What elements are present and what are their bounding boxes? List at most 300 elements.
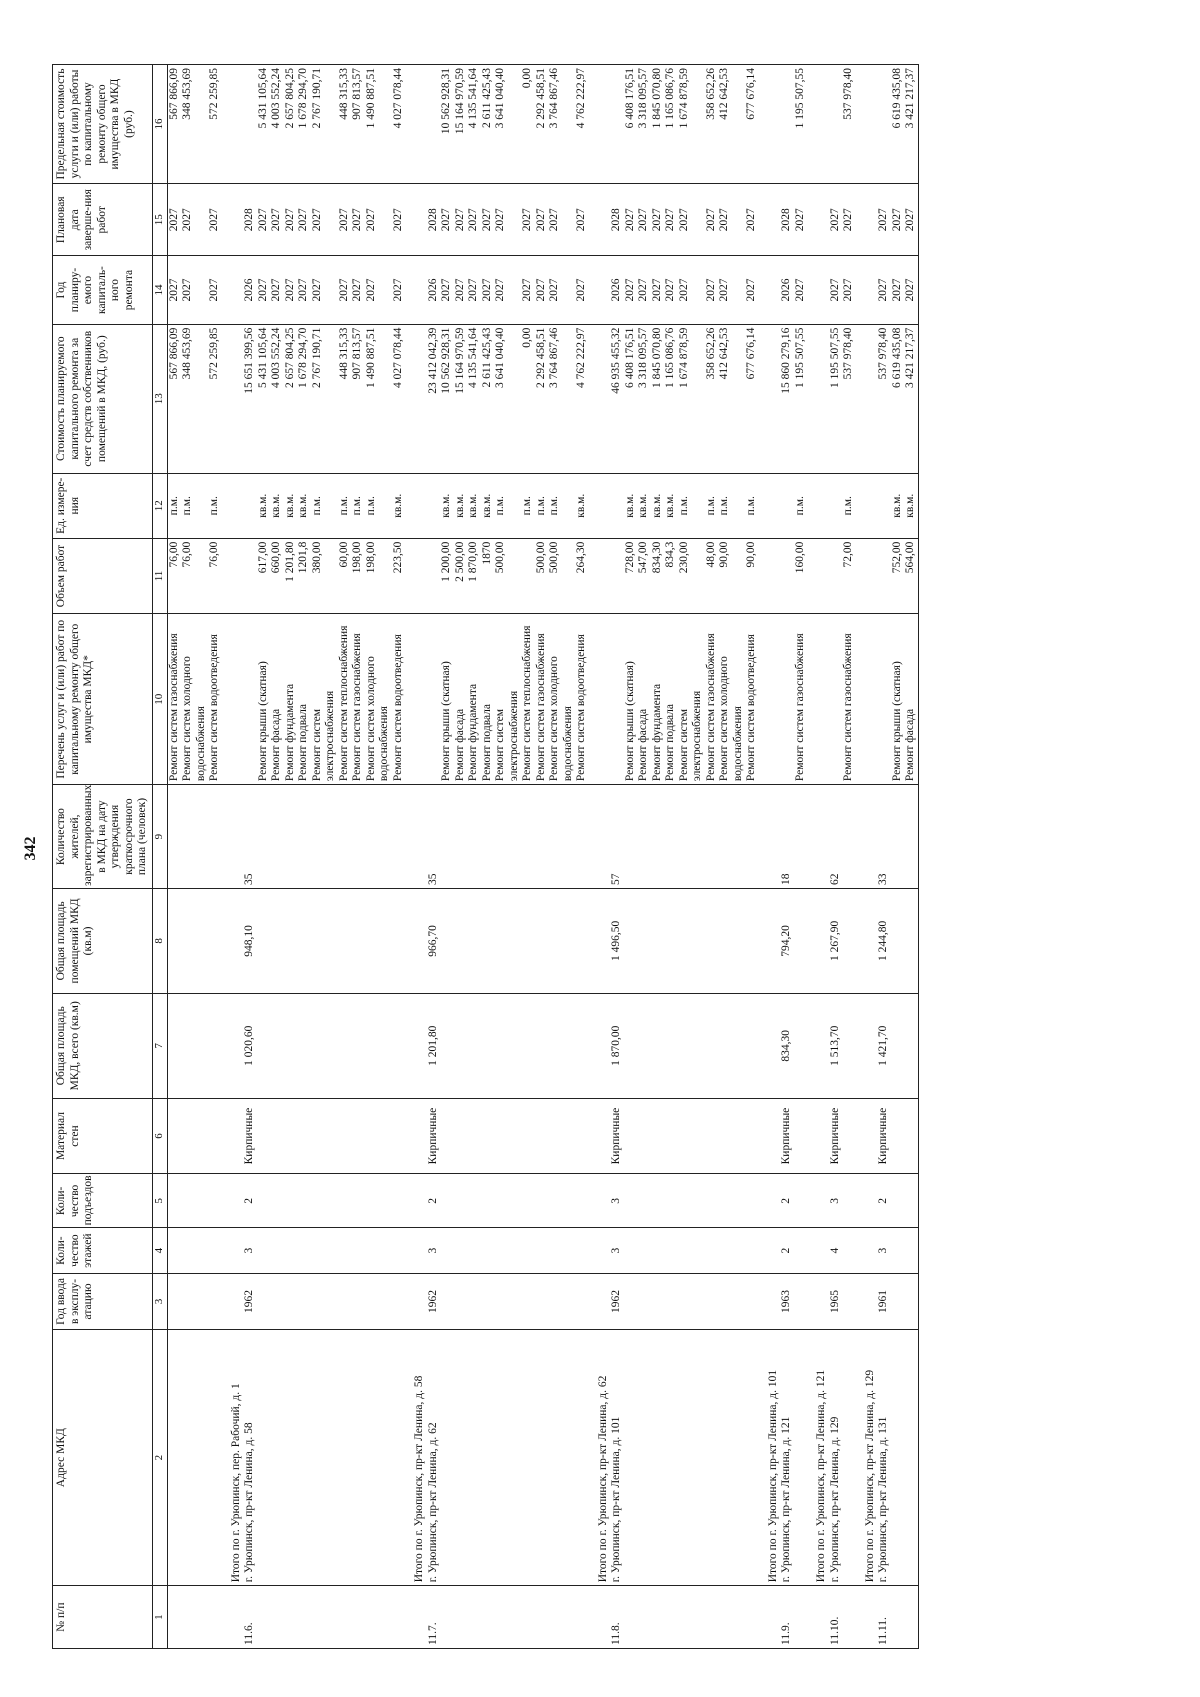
- work-year: 2027: [637, 256, 651, 324]
- work-limit-cost: 2 767 190,71: [311, 65, 338, 184]
- house-area-premises: 966,70: [427, 888, 441, 993]
- work-cost: 1 195 507,55: [794, 324, 808, 473]
- work-cost: 907 813,57: [351, 324, 365, 473]
- house-cost: 1 195 507,55: [829, 324, 843, 473]
- work-name: Ремонт фундамента: [651, 614, 665, 785]
- work-name: Ремонт подвала: [297, 614, 311, 785]
- empty-cell: [167, 1330, 181, 1586]
- empty-cell: [311, 1174, 338, 1228]
- empty-cell: [270, 1098, 284, 1174]
- empty-cell: [405, 993, 427, 1098]
- empty-cell: [467, 888, 481, 993]
- empty-cell: [678, 1273, 705, 1329]
- empty-cell: [405, 1098, 427, 1174]
- work-year: 2027: [904, 256, 918, 324]
- work-end-date: 2027: [257, 184, 271, 256]
- empty-cell: [392, 1330, 406, 1586]
- house-end-date: 2028: [780, 184, 794, 256]
- empty-cell: [856, 1098, 878, 1174]
- work-limit-cost: 567 866,09: [167, 65, 181, 184]
- empty-cell: [856, 184, 878, 256]
- work-unit: кв.м.: [454, 473, 468, 538]
- empty-cell: [351, 993, 365, 1098]
- empty-cell: [208, 1174, 222, 1228]
- empty-cell: [467, 785, 481, 889]
- work-cost: 1 845 070,80: [651, 324, 665, 473]
- work-volume: 48,00: [705, 538, 719, 614]
- empty-cell: [222, 888, 244, 993]
- work-year: 2027: [454, 256, 468, 324]
- work-unit: кв.м.: [651, 473, 665, 538]
- empty-cell: [208, 1273, 222, 1329]
- empty-cell: [651, 888, 665, 993]
- empty-cell: [589, 65, 611, 184]
- work-cost: 2 611 425,43: [481, 324, 495, 473]
- col-header-address: Адрес МКД: [53, 1330, 153, 1586]
- work-limit-cost: 6 408 176,51: [624, 65, 638, 184]
- work-limit-cost: 1 674 878,59: [678, 65, 705, 184]
- work-volume: 264,30: [575, 538, 589, 614]
- work-row: [365, 65, 392, 1649]
- work-unit: кв.м.: [392, 473, 406, 538]
- work-unit: п.м.: [338, 473, 352, 538]
- work-end-date: 2027: [651, 184, 665, 256]
- empty-cell: [481, 1228, 495, 1273]
- empty-cell: [548, 1228, 575, 1273]
- empty-cell: [521, 993, 535, 1098]
- empty-cell: [589, 473, 611, 538]
- work-end-date: 2027: [535, 184, 549, 256]
- empty-cell: [718, 1330, 745, 1586]
- house-floors: 3: [427, 1228, 441, 1273]
- work-row: [392, 65, 406, 1649]
- work-unit: кв.м.: [664, 473, 678, 538]
- empty-cell: [351, 1273, 365, 1329]
- empty-cell: [521, 1174, 535, 1228]
- work-year: 2027: [351, 256, 365, 324]
- empty-cell: [829, 65, 843, 184]
- work-volume: 752,00: [891, 538, 905, 614]
- empty-cell: [589, 1273, 611, 1329]
- empty-cell: [678, 993, 705, 1098]
- work-volume: 2 500,00: [454, 538, 468, 614]
- work-unit: п.м.: [181, 473, 208, 538]
- empty-cell: [794, 1174, 808, 1228]
- empty-cell: [589, 184, 611, 256]
- empty-cell: [904, 888, 918, 993]
- work-end-date: 2027: [284, 184, 298, 256]
- empty-cell: [181, 1174, 208, 1228]
- empty-cell: [794, 1586, 808, 1649]
- work-unit: кв.м.: [637, 473, 651, 538]
- empty-cell: [338, 1273, 352, 1329]
- empty-cell: [759, 538, 781, 614]
- empty-cell: [807, 1098, 829, 1174]
- empty-cell: [405, 614, 427, 785]
- empty-cell: [365, 1174, 392, 1228]
- empty-cell: [494, 1330, 521, 1586]
- empty-cell: [297, 1330, 311, 1586]
- empty-cell: [338, 1330, 352, 1586]
- work-end-date: 2027: [575, 184, 589, 256]
- empty-cell: [222, 785, 244, 889]
- empty-cell: [338, 1098, 352, 1174]
- empty-cell: [842, 993, 856, 1098]
- work-volume: 72,00: [842, 538, 856, 614]
- work-name: Ремонт систем водоотведения: [208, 614, 222, 785]
- empty-cell: [718, 1273, 745, 1329]
- work-unit: кв.м.: [284, 473, 298, 538]
- empty-cell: [338, 993, 352, 1098]
- empty-cell: [678, 1586, 705, 1649]
- column-number: 10: [152, 614, 167, 785]
- empty-cell: [454, 1228, 468, 1273]
- empty-cell: [467, 1273, 481, 1329]
- empty-cell: [222, 65, 244, 184]
- work-year: 2027: [481, 256, 495, 324]
- col-header-entrances: Коли-чество подъездов: [53, 1174, 153, 1228]
- empty-cell: [440, 1273, 454, 1329]
- house-year-built: 1965: [829, 1273, 843, 1329]
- work-name: Ремонт фасада: [454, 614, 468, 785]
- work-row: [535, 65, 549, 1649]
- empty-cell: [521, 888, 535, 993]
- empty-cell: [181, 1098, 208, 1174]
- empty-cell: [208, 1586, 222, 1649]
- work-unit: кв.м.: [481, 473, 495, 538]
- empty-cell: [856, 785, 878, 889]
- work-name: Ремонт крыши (скатная): [624, 614, 638, 785]
- col-header-year-built: Год ввода в эксплу-атацию: [53, 1273, 153, 1329]
- empty-cell: [222, 1098, 244, 1174]
- work-end-date: 2027: [392, 184, 406, 256]
- work-volume: 660,00: [270, 538, 284, 614]
- col-header-floors: Коли-чество этажей: [53, 1228, 153, 1273]
- work-cost: 348 453,69: [181, 324, 208, 473]
- empty-cell: [589, 1586, 611, 1649]
- house-material: Кирпичные: [243, 1098, 257, 1174]
- empty-cell: [311, 888, 338, 993]
- house-area-total: 834,30: [780, 993, 794, 1098]
- house-repair-year: 2027: [829, 256, 843, 324]
- empty-cell: [759, 1174, 781, 1228]
- house-row: [780, 65, 794, 1649]
- house-residents: 35: [243, 785, 257, 889]
- work-year: 2027: [548, 256, 575, 324]
- work-name: Ремонт систем холодного водоснабжения: [548, 614, 575, 785]
- empty-cell: [589, 256, 611, 324]
- empty-cell: [535, 785, 549, 889]
- house-cost: 23 412 042,39: [427, 324, 441, 473]
- house-end-date: 2028: [427, 184, 441, 256]
- empty-cell: [467, 1586, 481, 1649]
- work-unit: кв.м.: [891, 473, 905, 538]
- empty-cell: [392, 1174, 406, 1228]
- empty-cell: [794, 1273, 808, 1329]
- empty-cell: [575, 1228, 589, 1273]
- work-unit: кв.м.: [257, 473, 271, 538]
- empty-cell: [257, 1098, 271, 1174]
- work-limit-cost: 677 676,14: [745, 65, 759, 184]
- empty-cell: [664, 1586, 678, 1649]
- empty-cell: [842, 888, 856, 993]
- empty-cell: [807, 65, 829, 184]
- work-cost: 572 259,85: [208, 324, 222, 473]
- total-row: [222, 65, 244, 1649]
- empty-cell: [181, 1273, 208, 1329]
- empty-cell: [535, 1586, 549, 1649]
- house-number: 11.6.: [243, 1586, 257, 1649]
- empty-cell: [842, 1586, 856, 1649]
- empty-cell: [257, 1228, 271, 1273]
- empty-cell: [794, 1330, 808, 1586]
- house-row: [829, 65, 843, 1649]
- empty-cell: [257, 785, 271, 889]
- empty-cell: [284, 1273, 298, 1329]
- total-label: Итого по г. Урюпинск, пр-кт Ленина, д. 129: [856, 1330, 878, 1586]
- empty-cell: [535, 888, 549, 993]
- work-cost: 3 641 040,40: [494, 324, 521, 473]
- empty-cell: [270, 1273, 284, 1329]
- empty-cell: [181, 993, 208, 1098]
- empty-cell: [222, 256, 244, 324]
- column-number: 6: [152, 1098, 167, 1174]
- header-row: [53, 65, 153, 1649]
- work-name: Ремонт систем электроснабжения: [494, 614, 521, 785]
- empty-cell: [392, 1228, 406, 1273]
- work-end-date: 2027: [454, 184, 468, 256]
- empty-cell: [405, 1174, 427, 1228]
- work-limit-cost: 1 490 887,51: [365, 65, 392, 184]
- work-row: [548, 65, 575, 1649]
- empty-cell: [651, 1273, 665, 1329]
- work-cost: 5 431 105,64: [257, 324, 271, 473]
- work-unit: кв.м.: [297, 473, 311, 538]
- work-cost: 567 866,09: [167, 324, 181, 473]
- empty-cell: [257, 888, 271, 993]
- empty-cell: [548, 1174, 575, 1228]
- empty-cell: [651, 1586, 665, 1649]
- work-end-date: 2027: [181, 184, 208, 256]
- empty-cell: [222, 538, 244, 614]
- empty-cell: [589, 1228, 611, 1273]
- empty-cell: [338, 1586, 352, 1649]
- work-unit: п.м.: [535, 473, 549, 538]
- work-cost: 1 678 294,70: [297, 324, 311, 473]
- house-material: Кирпичные: [780, 1098, 794, 1174]
- empty-cell: [440, 1174, 454, 1228]
- empty-cell: [856, 473, 878, 538]
- work-year: 2027: [181, 256, 208, 324]
- total-row: [759, 65, 781, 1649]
- empty-cell: [718, 1586, 745, 1649]
- empty-cell: [794, 888, 808, 993]
- work-unit: п.м.: [678, 473, 705, 538]
- house-cost: 15 860 279,16: [780, 324, 794, 473]
- house-floors: 3: [610, 1228, 624, 1273]
- empty-cell: [856, 256, 878, 324]
- empty-cell: [351, 1174, 365, 1228]
- column-number: 16: [152, 65, 167, 184]
- house-number: 11.8.: [610, 1586, 624, 1649]
- work-name: Ремонт систем газоснабжения: [794, 614, 808, 785]
- work-cost: 4 003 552,24: [270, 324, 284, 473]
- empty-cell: [780, 614, 794, 785]
- work-volume: 564,00: [904, 538, 918, 614]
- empty-cell: [405, 785, 427, 889]
- empty-cell: [807, 538, 829, 614]
- work-limit-cost: 1 678 294,70: [297, 65, 311, 184]
- empty-cell: [257, 1273, 271, 1329]
- empty-cell: [222, 1586, 244, 1649]
- column-number: 3: [152, 1273, 167, 1329]
- work-row: [454, 65, 468, 1649]
- col-header-volume: Объем работ: [53, 538, 153, 614]
- empty-cell: [610, 65, 624, 184]
- work-unit: п.м.: [167, 473, 181, 538]
- work-name: Ремонт систем электроснабжения: [678, 614, 705, 785]
- empty-cell: [678, 1330, 705, 1586]
- empty-cell: [467, 993, 481, 1098]
- empty-cell: [745, 993, 759, 1098]
- col-header-area-premises: Общая площадь помещений МКД (кв.м): [53, 888, 153, 993]
- work-unit: п.м.: [794, 473, 808, 538]
- empty-cell: [243, 614, 257, 785]
- empty-cell: [759, 993, 781, 1098]
- work-limit-cost: 4 762 222,97: [575, 65, 589, 184]
- empty-cell: [454, 993, 468, 1098]
- empty-cell: [243, 538, 257, 614]
- empty-cell: [575, 1586, 589, 1649]
- work-name: Ремонт фасада: [637, 614, 651, 785]
- empty-cell: [405, 473, 427, 538]
- work-limit-cost: 4 003 552,24: [270, 65, 284, 184]
- empty-cell: [745, 888, 759, 993]
- house-cost: 537 978,40: [877, 324, 891, 473]
- empty-cell: [270, 785, 284, 889]
- empty-cell: [535, 1228, 549, 1273]
- work-volume: [521, 538, 535, 614]
- empty-cell: [575, 1174, 589, 1228]
- empty-cell: [494, 1228, 521, 1273]
- work-name: Ремонт систем газоснабжения: [167, 614, 181, 785]
- work-volume: 230,00: [678, 538, 705, 614]
- work-limit-cost: 15 164 970,59: [454, 65, 468, 184]
- empty-cell: [856, 888, 878, 993]
- empty-cell: [454, 888, 468, 993]
- empty-cell: [521, 1228, 535, 1273]
- empty-cell: [904, 1330, 918, 1586]
- house-address: г. Урюпинск, пр-кт Ленина, д. 129: [829, 1330, 843, 1586]
- work-volume: 198,00: [351, 538, 365, 614]
- house-cost: 15 651 399,56: [243, 324, 257, 473]
- work-row: [521, 65, 535, 1649]
- empty-cell: [338, 1174, 352, 1228]
- empty-cell: [745, 1586, 759, 1649]
- empty-cell: [745, 1273, 759, 1329]
- empty-cell: [637, 1586, 651, 1649]
- work-volume: 547,00: [637, 538, 651, 614]
- work-row: [745, 65, 759, 1649]
- empty-cell: [548, 1098, 575, 1174]
- empty-cell: [575, 785, 589, 889]
- empty-cell: [167, 1098, 181, 1174]
- work-row: [284, 65, 298, 1649]
- empty-cell: [427, 614, 441, 785]
- empty-cell: [759, 184, 781, 256]
- empty-cell: [208, 1330, 222, 1586]
- house-entrances: 3: [610, 1174, 624, 1228]
- empty-cell: [877, 473, 891, 538]
- work-name: Ремонт подвала: [664, 614, 678, 785]
- empty-cell: [891, 1273, 905, 1329]
- work-year: 2027: [338, 256, 352, 324]
- empty-cell: [589, 538, 611, 614]
- work-unit: кв.м.: [270, 473, 284, 538]
- empty-cell: [494, 1273, 521, 1329]
- work-end-date: 2027: [494, 184, 521, 256]
- empty-cell: [405, 184, 427, 256]
- work-year: 2027: [651, 256, 665, 324]
- empty-cell: [705, 1273, 719, 1329]
- house-address: г. Урюпинск, пр-кт Ленина, д. 121: [780, 1330, 794, 1586]
- work-year: 2027: [794, 256, 808, 324]
- empty-cell: [759, 785, 781, 889]
- empty-cell: [365, 993, 392, 1098]
- work-row: [678, 65, 705, 1649]
- empty-cell: [745, 785, 759, 889]
- work-unit: п.м.: [365, 473, 392, 538]
- work-unit: кв.м.: [904, 473, 918, 538]
- work-year: 2027: [664, 256, 678, 324]
- empty-cell: [467, 1174, 481, 1228]
- empty-cell: [311, 1228, 338, 1273]
- work-volume: 60,00: [338, 538, 352, 614]
- empty-cell: [270, 1330, 284, 1586]
- empty-cell: [208, 993, 222, 1098]
- work-limit-cost: 1 195 507,55: [794, 65, 808, 184]
- empty-cell: [481, 1098, 495, 1174]
- empty-cell: [405, 538, 427, 614]
- empty-cell: [705, 1098, 719, 1174]
- work-year: 2027: [494, 256, 521, 324]
- empty-cell: [637, 888, 651, 993]
- column-number: 12: [152, 473, 167, 538]
- empty-cell: [624, 1228, 638, 1273]
- house-row: [243, 65, 257, 1649]
- empty-cell: [891, 993, 905, 1098]
- empty-cell: [718, 888, 745, 993]
- empty-cell: [856, 1586, 878, 1649]
- empty-cell: [427, 65, 441, 184]
- empty-cell: [589, 1174, 611, 1228]
- empty-cell: [842, 1228, 856, 1273]
- empty-cell: [610, 614, 624, 785]
- work-year: 2027: [167, 256, 181, 324]
- empty-cell: [454, 1098, 468, 1174]
- empty-cell: [440, 993, 454, 1098]
- work-end-date: 2027: [637, 184, 651, 256]
- work-unit: п.м.: [718, 473, 745, 538]
- column-number: 5: [152, 1174, 167, 1228]
- house-year-built: 1962: [427, 1273, 441, 1329]
- empty-cell: [759, 1228, 781, 1273]
- empty-cell: [243, 473, 257, 538]
- table-body: [167, 65, 918, 1649]
- house-address: г. Урюпинск, пр-кт Ленина, д. 62: [427, 1330, 441, 1586]
- empty-cell: [222, 1228, 244, 1273]
- empty-cell: [904, 1174, 918, 1228]
